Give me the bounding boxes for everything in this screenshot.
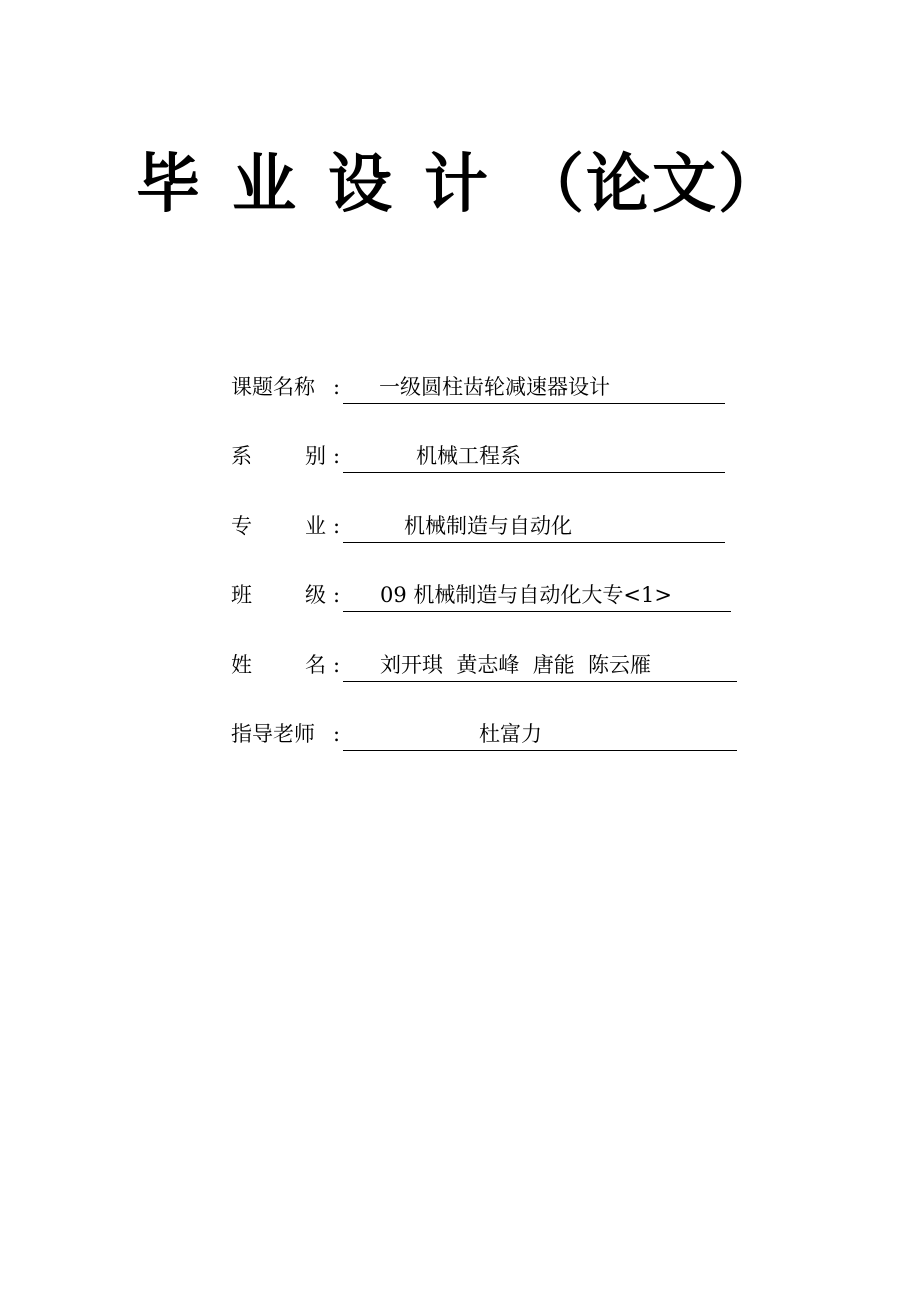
document-title (0, 140, 920, 230)
field-label-topic (231, 371, 343, 403)
value-text: 杜富力 (479, 722, 542, 746)
value-text: 机械制造与自动化 (404, 514, 572, 538)
field-label-class (231, 579, 343, 611)
field-label-major (231, 510, 343, 542)
label-colon: : (333, 375, 341, 399)
label-colon: : (333, 722, 341, 746)
title-char-2: 业 (232, 148, 298, 222)
field-label-name (231, 649, 343, 681)
label-text: 课题名称 (231, 375, 315, 399)
label-char-1: 姓 (231, 653, 252, 677)
field-value-major (343, 510, 725, 543)
value-text: 刘开琪 黄志峰 唐能 陈云雁 (380, 653, 652, 677)
label-char-1: 系 (231, 444, 252, 468)
title-char-4: 计 (424, 148, 490, 222)
field-label-advisor (231, 718, 343, 750)
field-label-department (231, 440, 343, 472)
field-value-class (343, 579, 731, 612)
value-text: 09 机械制造与自动化大专<1> (380, 583, 672, 607)
label-colon: : (333, 583, 341, 607)
value-text: 一级圆柱齿轮减速器设计 (379, 375, 610, 399)
title-char-3: 设 (328, 148, 394, 222)
field-value-department (343, 440, 725, 473)
label-char-1: 专 (231, 514, 252, 538)
label-char-1: 班 (231, 583, 252, 607)
label-colon: : (333, 514, 341, 538)
title-char-1: 毕 (136, 148, 202, 222)
label-char-2: 级 (305, 583, 326, 607)
title-paren-text: （论文） (520, 148, 784, 222)
field-value-name (343, 649, 737, 682)
label-char-2: 别 (305, 444, 326, 468)
label-char-2: 名 (305, 653, 326, 677)
label-text: 指导老师 (231, 722, 315, 746)
field-value-topic (343, 371, 725, 404)
value-text: 机械工程系 (416, 444, 521, 468)
field-value-advisor (343, 718, 737, 751)
label-char-2: 业 (305, 514, 326, 538)
label-colon: : (333, 444, 341, 468)
label-colon: : (333, 653, 341, 677)
